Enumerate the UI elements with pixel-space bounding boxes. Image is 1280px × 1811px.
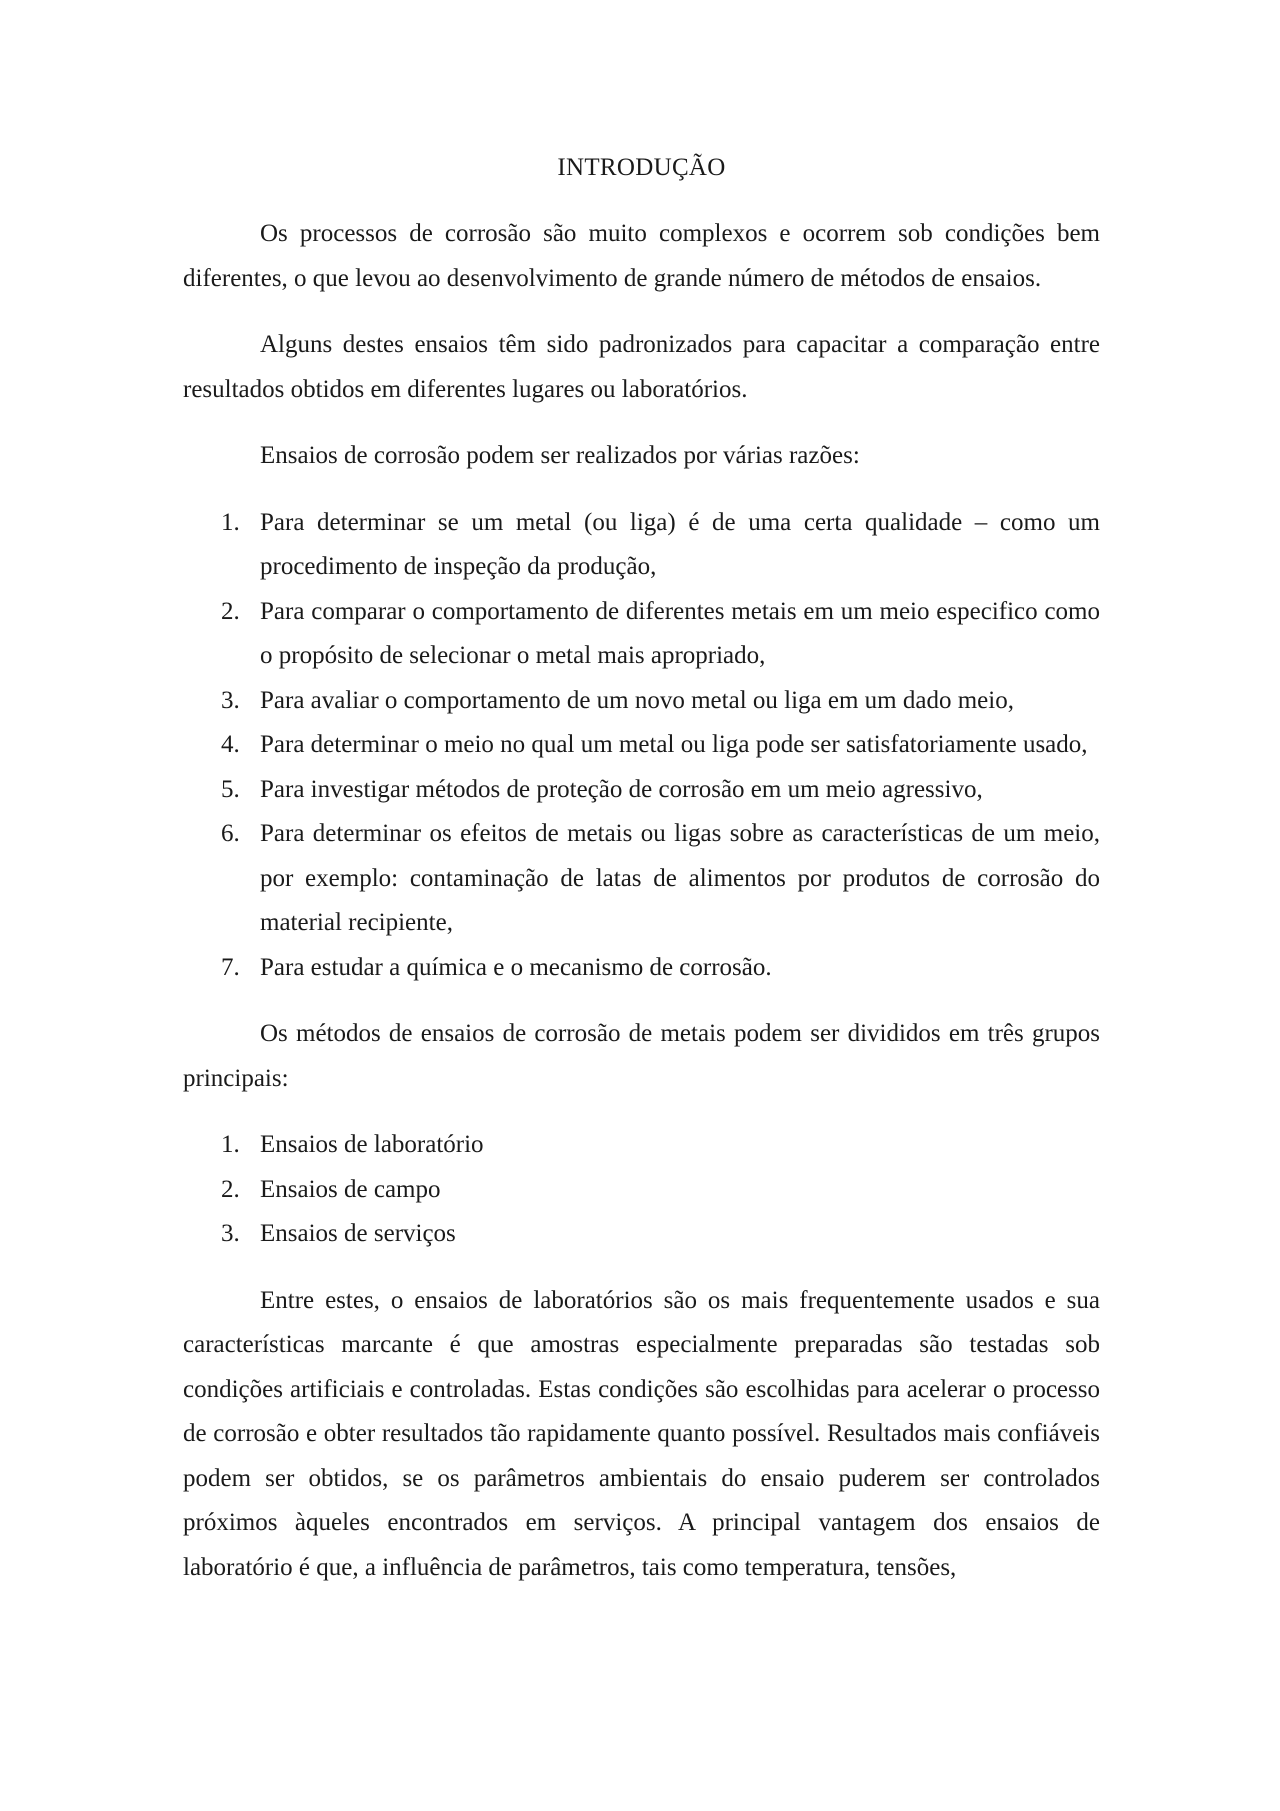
list-item <box>183 501 1100 590</box>
list-number: 1. <box>221 1131 240 1158</box>
list-item-text: Ensaios de campo <box>260 1175 441 1203</box>
list-item <box>183 723 1100 768</box>
list-number: 6. <box>221 820 240 847</box>
list-item-text: Para avaliar o comportamento de um novo metal ou liga em um dado meio, <box>260 686 1014 714</box>
list-item-text: Para determinar se um metal (ou liga) é de uma certa qualidade – como um procedimento de inspeção da produção, <box>260 508 1100 580</box>
list-number: 2. <box>221 1175 240 1203</box>
list-item-text: Ensaios de laboratório <box>260 1131 484 1158</box>
list-item-text: Para estudar a química e o mecanismo de corrosão. <box>260 953 772 981</box>
list-number: 2. <box>221 597 240 625</box>
paragraph-reasons-intro: Ensaios de corrosão podem ser realizados por várias razões: <box>260 442 860 469</box>
list-item <box>183 946 1100 991</box>
paragraph-laboratory-tests: Entre estes, o ensaios de laboratórios são os mais frequentemente usados e sua características marcante é que amostras especialmente preparadas são testadas sob condições artificiais e controladas. Estas condições são escolhidas para acelerar o processo de corrosão e obter resultados tão rapidamente quanto possível. Resultados mais confiáveis podem ser obtidos, se os parâmetros ambientais do ensaio puderem ser controlados próximos àqueles encontrados em serviços. A principal vantagem dos ensaios de laboratório é que, a influência de parâmetros, tais como temperatura, tensões, <box>183 1286 1100 1581</box>
list-item <box>183 1123 1100 1168</box>
list-item-text: Para determinar o meio no qual um metal ou liga pode ser satisfatoriamente usado, <box>260 731 1088 758</box>
document-page <box>183 150 1100 1612</box>
list-number: 1. <box>221 508 240 536</box>
list-item-text: Ensaios de serviços <box>260 1220 456 1247</box>
page-title: INTRODUÇÃO <box>557 154 726 181</box>
list-number: 4. <box>221 731 240 758</box>
list-item <box>183 768 1100 813</box>
list-number: 3. <box>221 1220 240 1247</box>
list-item <box>183 812 1100 946</box>
groups-list <box>183 1123 1100 1257</box>
list-number: 5. <box>221 775 240 803</box>
paragraph-standardization: Alguns destes ensaios têm sido padronizados para capacitar a comparação entre resultados obtidos em diferentes lugares ou laboratórios. <box>183 331 1100 403</box>
list-item <box>183 1212 1100 1257</box>
list-item <box>183 1168 1100 1213</box>
list-item-text: Para determinar os efeitos de metais ou ligas sobre as características de um meio, por exemplo: contaminação de latas de alimentos por produtos de corrosão do material recipiente, <box>260 820 1100 936</box>
list-item <box>183 590 1100 679</box>
list-item-text: Para investigar métodos de proteção de corrosão em um meio agressivo, <box>260 775 983 803</box>
list-number: 3. <box>221 686 240 714</box>
paragraph-groups-intro: Os métodos de ensaios de corrosão de metais podem ser divididos em três grupos principais: <box>183 1020 1100 1092</box>
paragraph-intro: Os processos de corrosão são muito complexos e ocorrem sob condições bem diferentes, o que levou ao desenvolvimento de grande número de métodos de ensaios. <box>183 220 1100 292</box>
list-item-text: Para comparar o comportamento de diferentes metais em um meio especifico como o propósito de selecionar o metal mais apropriado, <box>260 597 1100 669</box>
list-number: 7. <box>221 953 240 981</box>
reasons-list <box>183 501 1100 991</box>
list-item <box>183 679 1100 724</box>
